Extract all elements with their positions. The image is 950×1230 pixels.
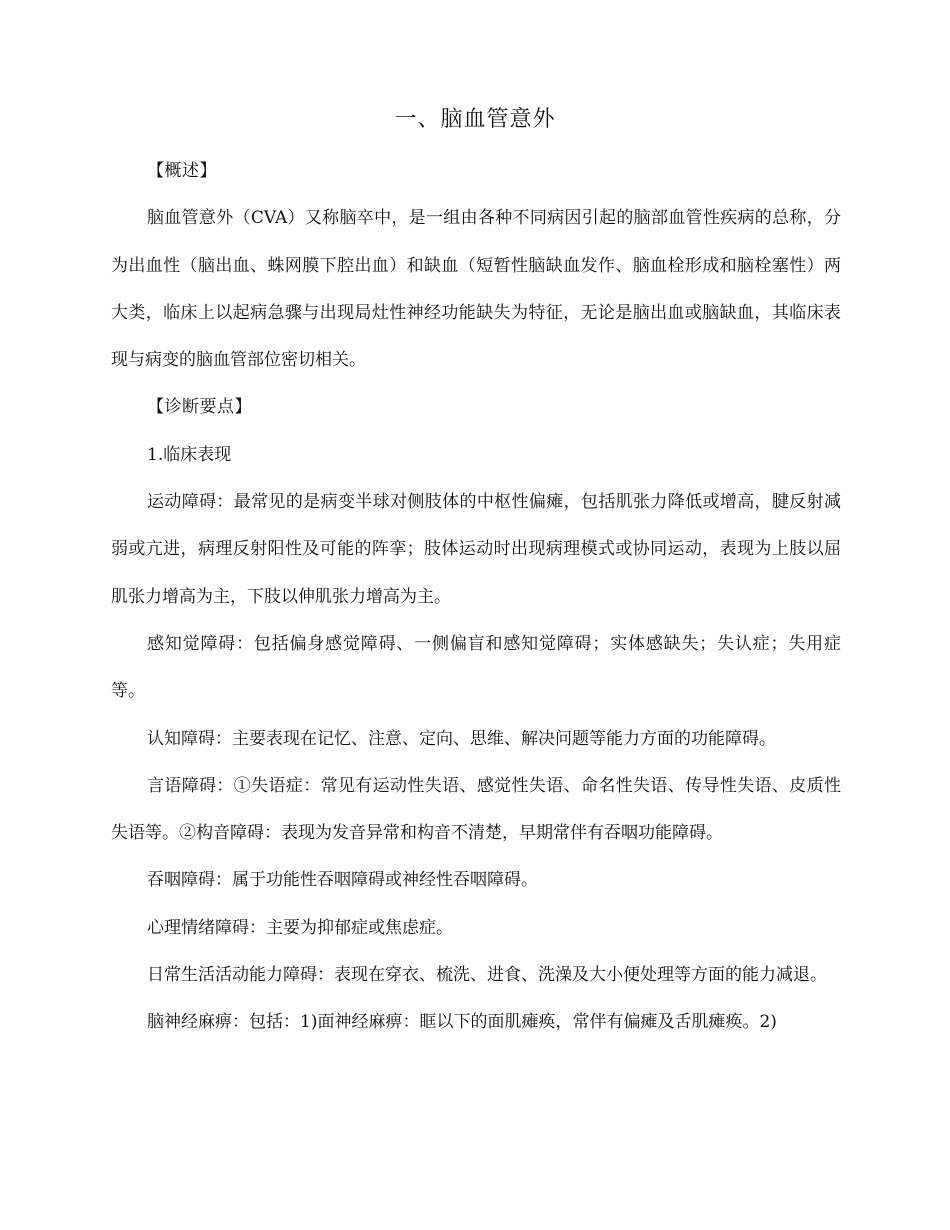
paragraph-emotional: 心理情绪障碍：主要为抑郁症或焦虑症。 xyxy=(147,917,453,938)
paragraph-swallowing: 吞咽障碍：属于功能性吞咽障碍或神经性吞咽障碍。 xyxy=(147,870,538,891)
paragraph-overview: 脑血管意外（CVA）又称脑卒中，是一组由各种不同病因引起的脑部血管性疾病的总称，分为出血性（脑出血、蛛网膜下腔出血）和缺血（短暂性脑缺血发作、脑血栓形成和脑栓塞性）两大类，临床上以起病急骤与出现局灶性神经功能缺失为特征，无论是脑出血或脑缺血，其临床表现与病变的脑血管部位密切相关。 xyxy=(111,208,841,371)
section-heading-overview: 【概述】 xyxy=(147,161,217,181)
subheading-clinical: 1.临床表现 xyxy=(147,444,232,465)
paragraph-motor: 运动障碍：最常见的是病变半球对侧肢体的中枢性偏瘫，包括肌张力降低或增高，腱反射减弱或亢进，病理反射阳性及可能的阵挛；肢体运动时出现病理模式或协同运动，表现为上肢以屈肌张力增高为主，下肢以伸肌张力增高为主。 xyxy=(111,492,841,607)
paragraph-cranial-nerve: 脑神经麻痹：包括：1)面神经麻痹：眶以下的面肌瘫痪，常伴有偏瘫及舌肌瘫痪。2) xyxy=(147,1012,777,1033)
paragraph-speech: 言语障碍：①失语症：常见有运动性失语、感觉性失语、命名性失语、传导性失语、皮质性失语等。②构音障碍：表现为发音异常和构音不清楚，早期常伴有吞咽功能障碍。 xyxy=(111,775,841,844)
paragraph-cognitive: 认知障碍：主要表现在记忆、注意、定向、思维、解决问题等能力方面的功能障碍。 xyxy=(147,728,776,749)
paragraph-adl: 日常生活活动能力障碍：表现在穿衣、梳洗、进食、洗澡及大小便处理等方面的能力减退。 xyxy=(147,965,827,986)
section-heading-diagnosis: 【诊断要点】 xyxy=(147,397,252,418)
paragraph-sensory: 感知觉障碍：包括偏身感觉障碍、一侧偏盲和感知觉障碍；实体感缺失；失认症；失用症等。 xyxy=(111,633,841,702)
page-title: 一、脑血管意外 xyxy=(394,107,556,132)
document-body xyxy=(111,148,841,1047)
